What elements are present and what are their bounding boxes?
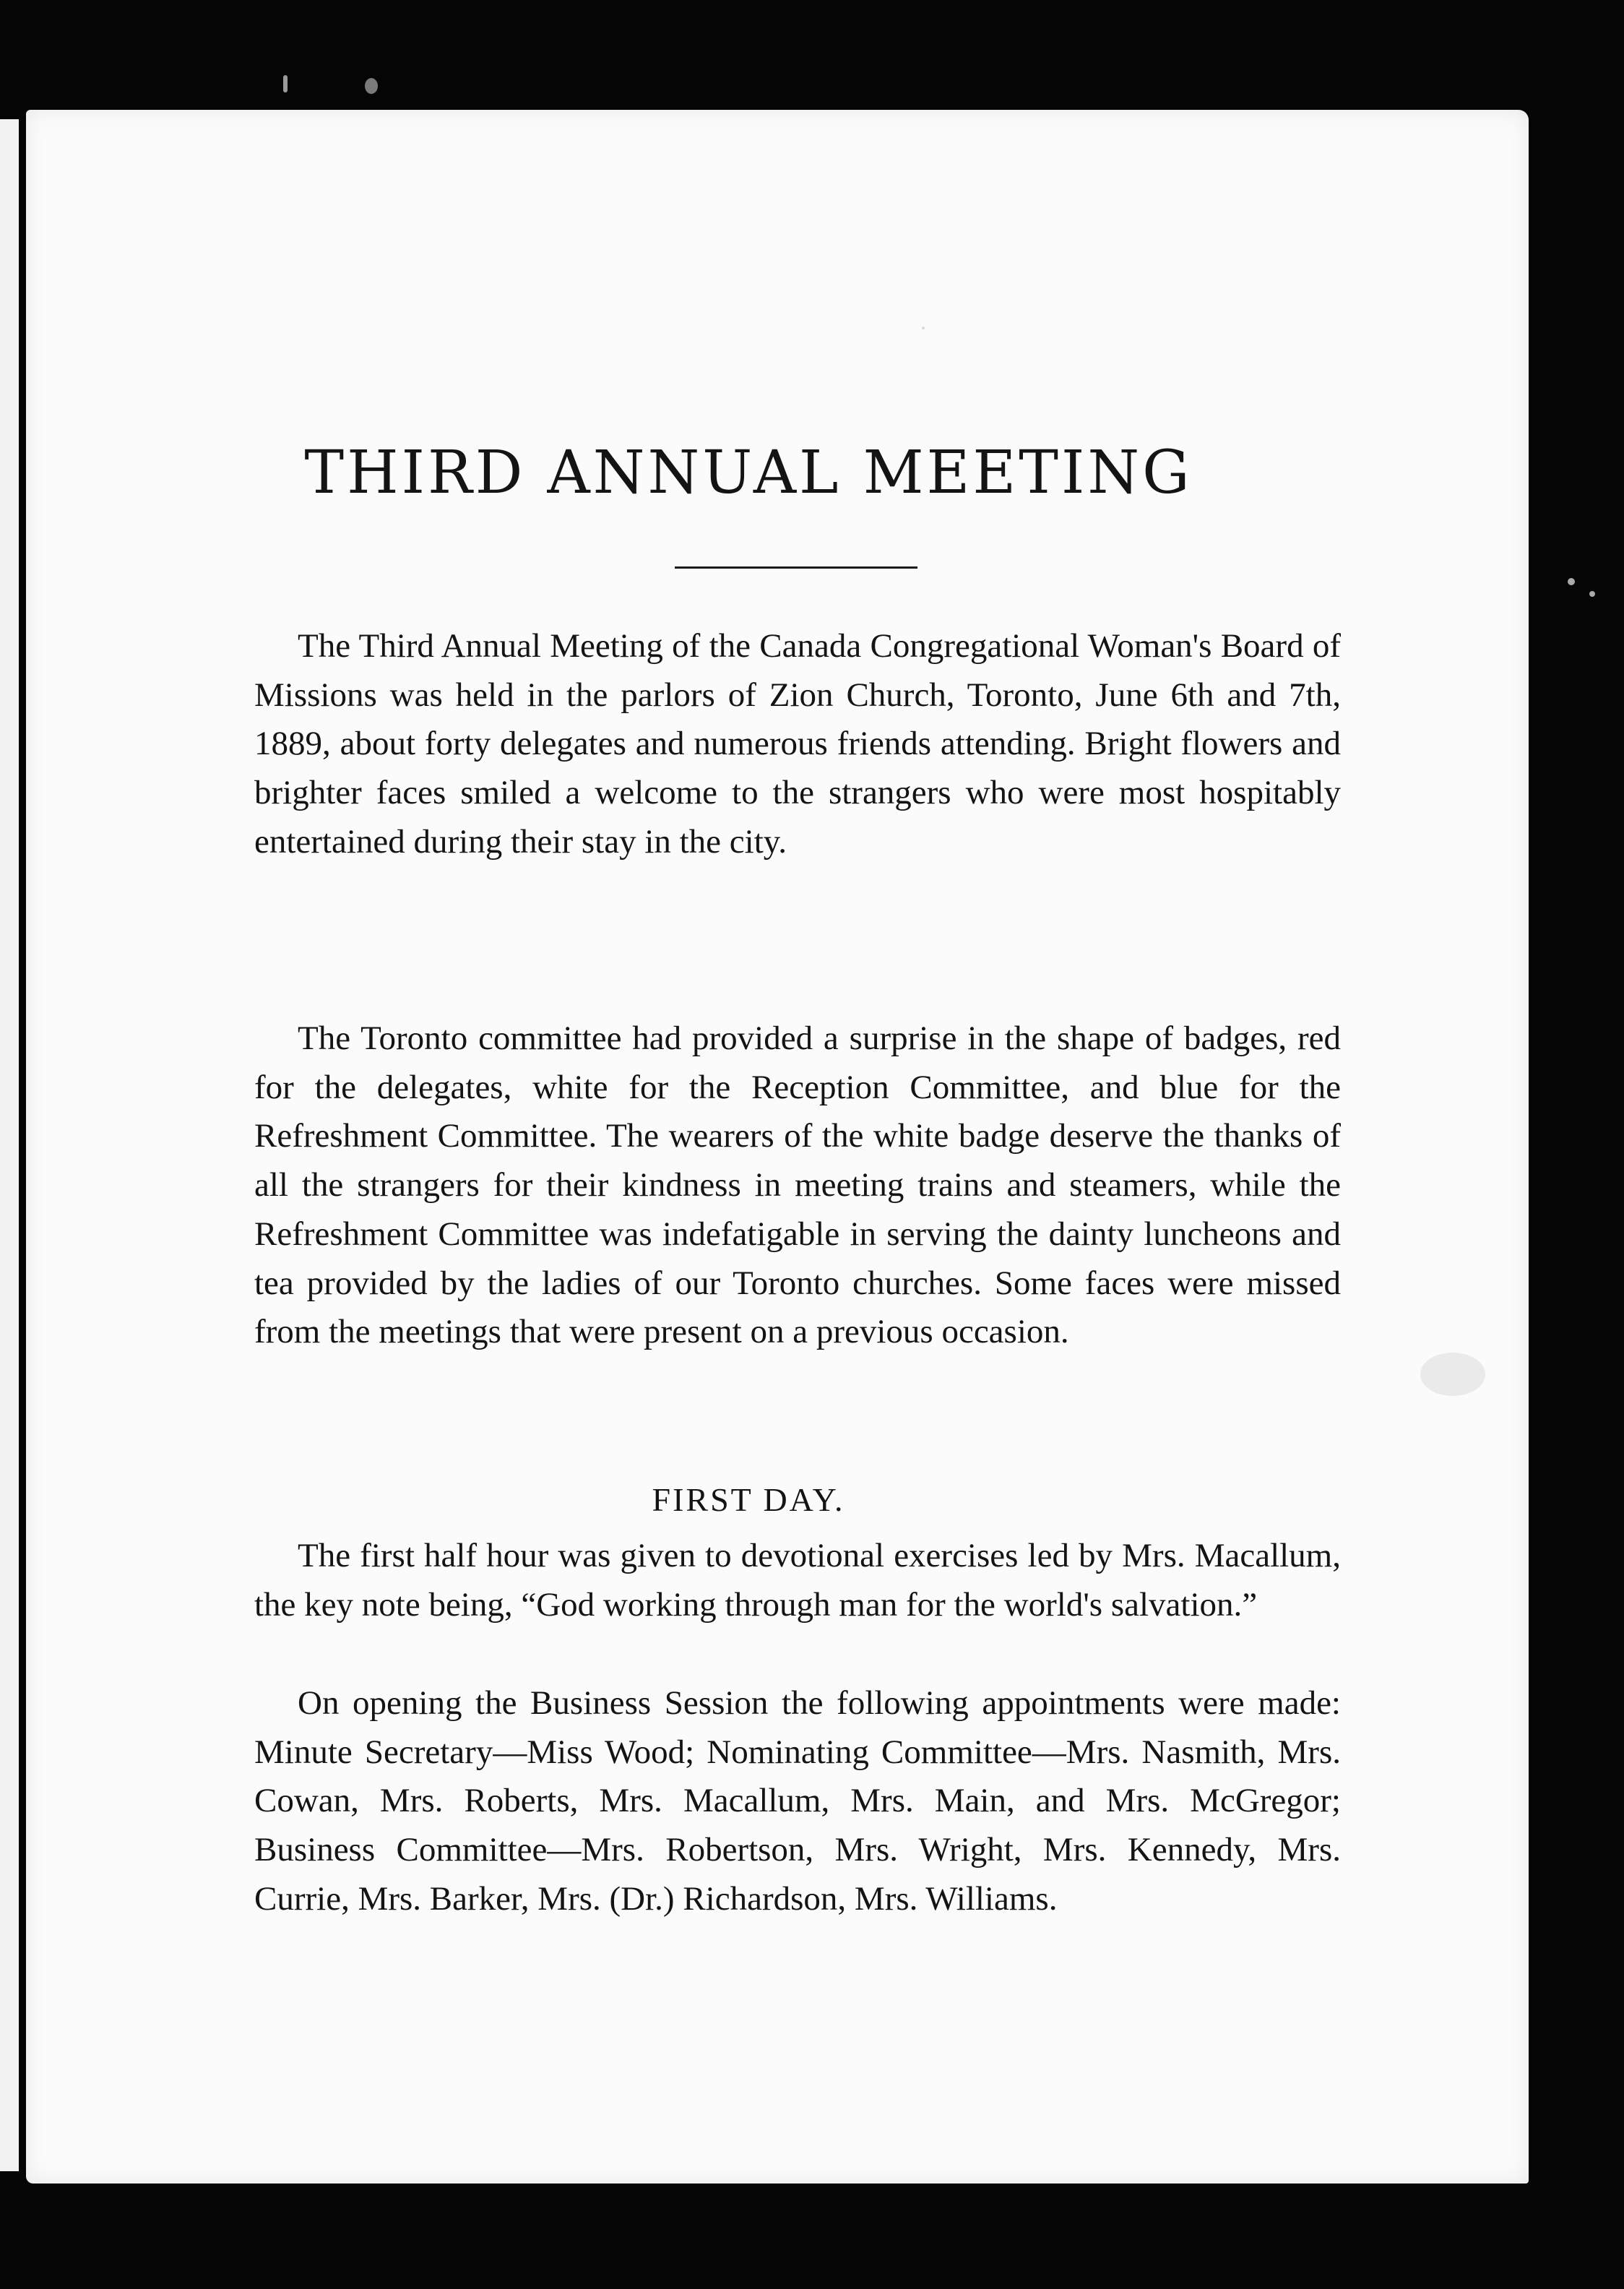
paragraph-4: On opening the Business Session the following appointments were made: Minute Secretary—Miss Wood; Nominating Committee—Mrs. Nasmith, Mrs. Cowan, Mrs. Roberts, Mrs. Macallum, Mrs. Main, and Mrs. McGregor; Business Committee—Mrs. Robertson, Mrs. Wright, Mrs. Kennedy, Mrs. Currie, Mrs. Barker, Mrs. (Dr.) Richardson, Mrs. Williams.: [254, 1684, 1341, 1918]
paragraph-2: The Toronto committee had provided a surprise in the shape of badges, red for the delegates, white for the Reception Committee, and blue for the Refreshment Committee. The wearers of the white badge deserve the thanks of all the strangers for their kindness in meeting trains and steamers, while the Refreshment Committee was indefatigable in serving the dainty luncheons and tea provided by the ladies of our Toronto churches. Some faces were missed from the meetings that were present on a previous occasion.: [254, 1020, 1341, 1351]
dust-speck: [1568, 578, 1575, 585]
dust-speck: [283, 75, 288, 92]
section-heading: FIRST DAY.: [652, 1481, 845, 1518]
page-sheet: [26, 110, 1529, 2184]
title-divider: [675, 566, 917, 569]
dust-speck: [365, 78, 378, 94]
paper-speck: [922, 327, 925, 329]
paper-speck: [1420, 1353, 1485, 1396]
page-title: THIRD ANNUAL MEETING: [304, 439, 1193, 507]
facing-page-edge: [0, 119, 19, 2171]
paragraph-3: The first half hour was given to devotional exercises led by Mrs. Macallum, the key note being, “God working through man for the world's salvation.”: [254, 1537, 1341, 1624]
dust-speck: [1589, 591, 1595, 597]
paragraph-1: The Third Annual Meeting of the Canada Congregational Woman's Board of Missions was held in the parlors of Zion Church, Toronto, June 6th and 7th, 1889, about forty delegates and numerous friends attending. Bright flowers and brighter faces smiled a welcome to the strangers who were most hospitably entertained during their stay in the city.: [254, 627, 1341, 861]
